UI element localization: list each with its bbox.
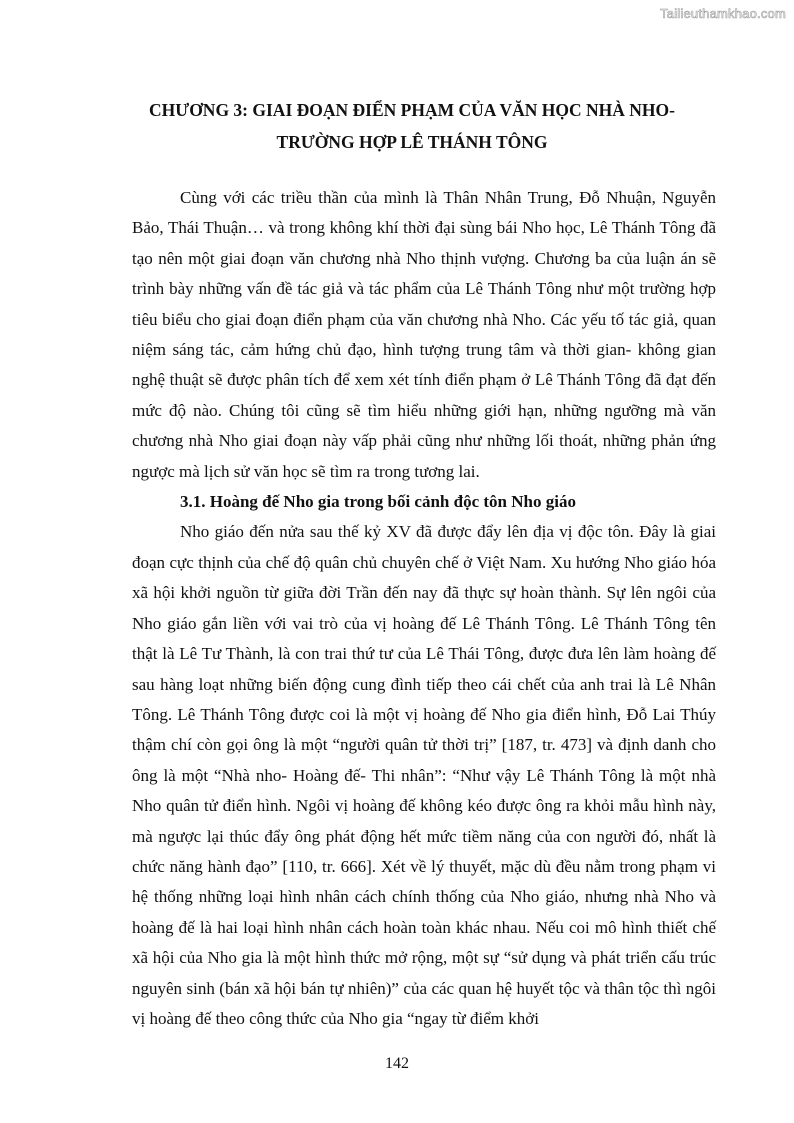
watermark: Tailieuthamkhao.com	[660, 6, 786, 21]
page-number: 142	[385, 1055, 409, 1072]
chapter-title	[80, 94, 744, 158]
chapter-title-line-2: TRƯỜNG HỢP LÊ THÁNH TÔNG	[276, 132, 548, 152]
body-text	[132, 183, 716, 1034]
section-heading: 3.1. Hoàng đế Nho gia trong bối cảnh độc tôn Nho giáo	[180, 492, 576, 512]
intro-paragraph: Cùng với các triều thần của mình là Thân Nhân Trung, Đỗ Nhuận, Nguyễn Bảo, Thái Thuận… và trong không khí thời đại sùng bái Nho học, Lê Thánh Tông đã tạo nên một giai đoạn văn chương nhà Nho thịnh vượng. Chương ba của luận án sẽ trình bày những vấn đề tác giả và tác phẩm của Lê Thánh Tông như một trường hợp tiêu biểu cho giai đoạn điển phạm của văn chương nhà Nho. Các yếu tố tác giả, quan niệm sáng tác, cảm hứng chủ đạo, hình tượng trung tâm và thời gian- không gian nghệ thuật sẽ được phân tích để xem xét tính điển phạm ở Lê Thánh Tông đã đạt đến mức độ nào. Chúng tôi cũng sẽ tìm hiểu những giới hạn, những ngưỡng mà văn chương nhà Nho giai đoạn này vấp phải cũng như những lối thoát, những phản ứng ngược mà lịch sử văn học sẽ tìm ra trong tương lai.	[132, 188, 716, 481]
chapter-title-line-1: CHƯƠNG 3: GIAI ĐOẠN ĐIỂN PHẠM CỦA VĂN HỌC NHÀ NHO-	[149, 100, 675, 120]
section-paragraph: Nho giáo đến nửa sau thế kỷ XV đã được đẩy lên địa vị độc tôn. Đây là giai đoạn cực thịnh của chế độ quân chủ chuyên chế ở Việt Nam. Xu hướng Nho giáo hóa xã hội khởi nguồn từ giữa đời Trần đến nay đã thực sự hoàn thành. Sự lên ngôi của Nho giáo gắn liền với vai trò của vị hoàng đế Lê Thánh Tông. Lê Thánh Tông tên thật là Lê Tư Thành, là con trai thứ tư của Lê Thái Tông, được đưa lên làm hoàng đế sau hàng loạt những biến động cung đình tiếp theo cái chết của anh trai là Lê Nhân Tông. Lê Thánh Tông được coi là một vị hoàng đế Nho gia điển hình, Đỗ Lai Thúy thậm chí còn gọi ông là một “người quân tử thời trị” [187, tr. 473] và định danh cho ông là một “Nhà nho- Hoàng đế- Thi nhân”: “Như vậy Lê Thánh Tông là một nhà Nho quân tử điển hình. Ngôi vị hoàng đế không kéo được ông ra khỏi mẫu hình này, mà ngược lại thúc đẩy ông phát động hết mức tiềm năng của con người đó, nhất là chức năng hành đạo” [110, tr. 666]. Xét về lý thuyết, mặc dù đều nằm trong phạm vi hệ thống những loại hình nhân cách chính thống của Nho giáo, nhưng nhà Nho và hoàng đế là hai loại hình nhân cách hoàn toàn khác nhau. Nếu coi mô hình thiết chế xã hội của Nho gia là một hình thức mở rộng, một sự “sử dụng và phát triển cấu trúc nguyên sinh (bán xã hội bán tự nhiên)” của các quan hệ huyết tộc và thân tộc thì ngôi vị hoàng đế theo công thức của Nho gia “ngay từ điểm khởi	[132, 522, 716, 1028]
